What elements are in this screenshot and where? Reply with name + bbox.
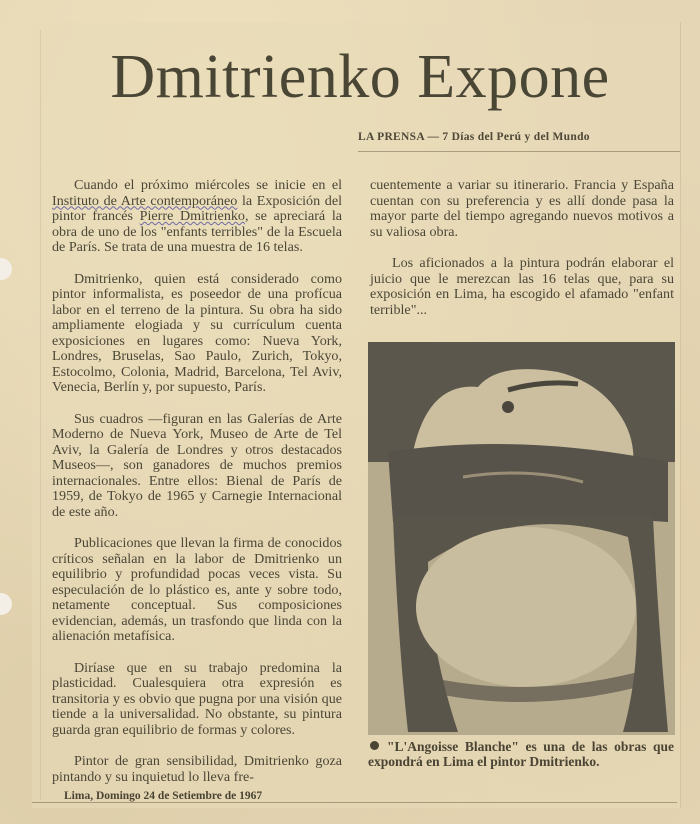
article-column-right [370,178,674,334]
paragraph-5: Diríase que en su trabajo predomina la plasticidad. Cualesquiera otra expresión es transitoria y es obvio que pugna por una visión que tiende a la universalidad. No obstante, su pintura guarda gran equilibrio de formas y colores. [52,659,342,738]
photo-caption [368,739,674,769]
headline: Dmitrienko Expone [110,43,610,111]
footer-rule [32,802,677,803]
paragraph-2: Dmitrienko, quien está considerado como pintor informalista, es poseedor de una profícua labor en el terreno de la pintura. Su obra ha sido ampliamente elogiada y su currículum cuenta exposiciones en lugares como: Nueva York, Londres, Bruselas, Sao Paulo, Zurich, Tokyo, Estocolmo, Colonia, Madrid, Barcelona, Tel Aviv, Venecia, Berlín y, por supuesto, París. [52,270,342,395]
article-column-left [52,178,342,785]
underlined-artist-name: Pierre Dmitrienko [139,208,245,224]
paragraph-1-text-b: la Exposición del pintor francés [52,192,342,224]
paragraph-3: Sus cuadros —figuran en las Galerías de Arte Moderno de Nueva York, Museo de Arte de Tel Aviv, la Galería de Londres y otros destacados Museos—, son ganadores de muchos premios internacionales. Entre ellos: Bienal de París de 1959, de Tokyo de 1965 y Carnegie Internacional de este año. [52,410,342,520]
paragraph-8: Los aficionados a la pintura podrán elaborar el juicio que le merezcan las 16 telas que, para su exposición en Lima, ha escogido el afamado "enfant terrible"... [370,255,674,318]
dateline: Lima, Domingo 24 de Setiembre de 1967 [64,790,263,802]
paragraph-1-text-a: Cuando el próximo miércoles se inicie en el [74,177,342,193]
paper-crease [40,30,41,800]
paragraph-4: Publicaciones que llevan la firma de conocidos críticos señalan en la labor de Dmitrienko un equilibrio y profundidad pocas veces vista. Su especulación de lo plástico es, ante y sobre todo, netamente conceptual. Sus composiciones evidencian, además, un trasfondo que linda con la alienación metafísica. [52,535,342,644]
painting-image [368,342,675,735]
paragraph-6: Pintor de gran sensibilidad, Dmitrienko goza pintando y su inquietud lo lleva fre- [52,753,342,785]
caption-text: "L'Angoisse Blanche" es una de las obras que expondrá en Lima el pintor Dmitrienko. [368,739,674,769]
masthead: LA PRENSA — 7 Días del Perú y del Mundo [358,131,680,152]
paragraph-7: cuentemente a variar su itinerario. Francia y España cuentan con su preferencia y es allí donde pasa la mayor parte del tiempo agregando nuevos motivos a su valiosa obra. [370,177,674,240]
underlined-institute-name: Instituto de Arte contemporáneo [52,192,238,209]
paragraph-1-text-c: , se apreciará la obra de uno de los "enfants terribles" de la Escuela de París. Se trata de una muestra de 16 telas. [52,208,342,255]
paragraph-1 [52,178,342,256]
bullet-icon [370,741,379,750]
artwork-photo [368,342,675,735]
